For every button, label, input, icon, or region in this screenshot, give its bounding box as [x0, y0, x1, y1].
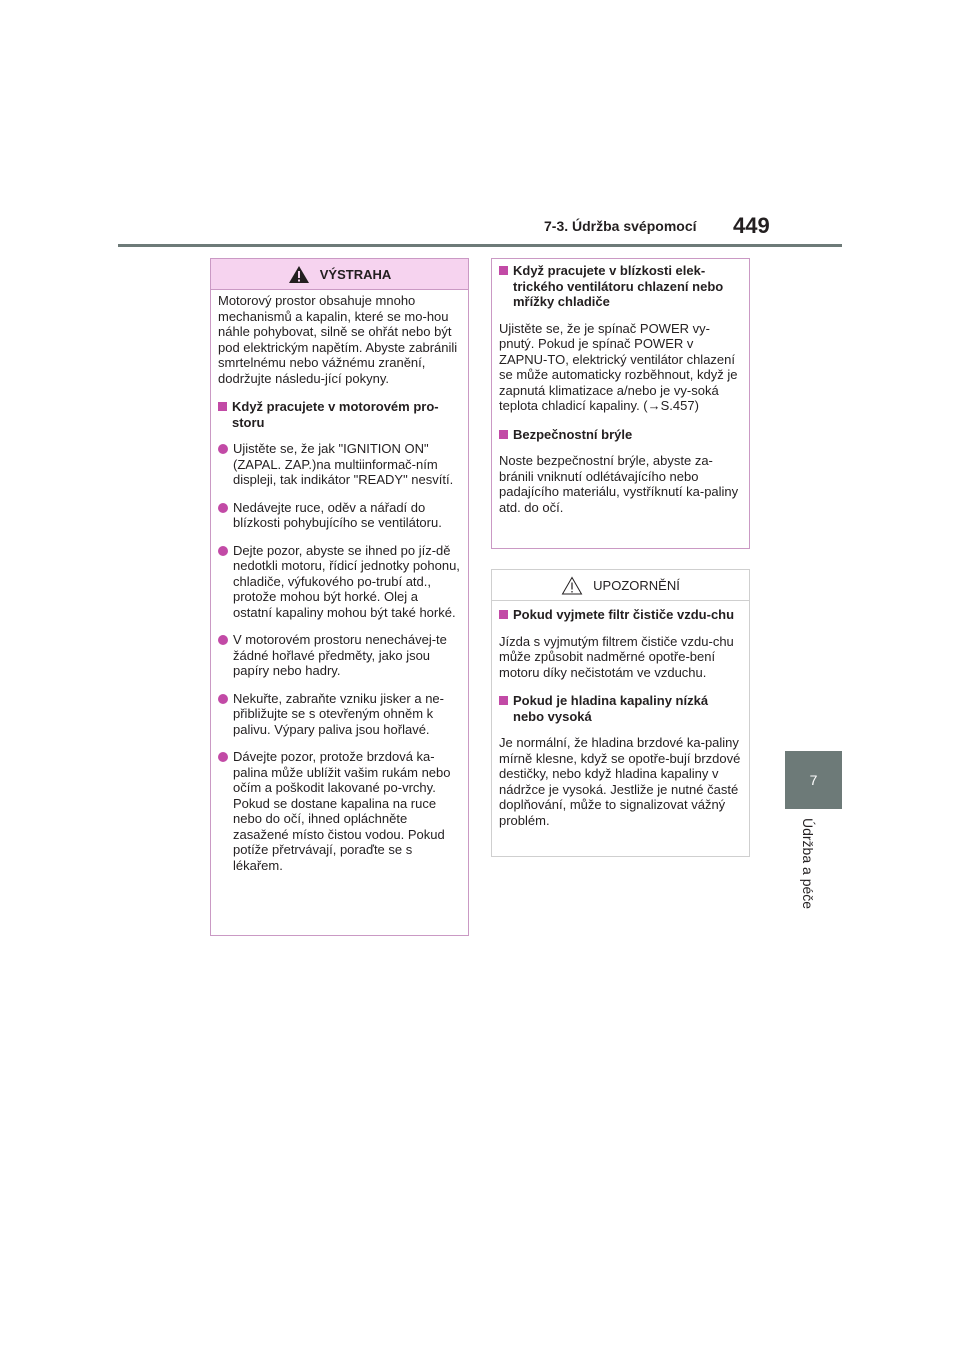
caution-triangle-icon	[561, 576, 583, 595]
circle-bullet-icon	[218, 635, 228, 645]
square-bullet-icon	[499, 430, 508, 439]
warning-intro: Motorový prostor obsahuje mnoho mechanismů a kapalin, které se mo-hou náhle pohybovat, silně se ohřát nebo být pod elektrickým napětím. Abyste zabránili smrtelnému nebo vážnému zranění, dodržujte následu-jící pokyny.	[218, 293, 458, 386]
warning-subheading: Když pracujete v motorovém pro-storu	[218, 399, 460, 430]
header-divider	[118, 244, 842, 247]
list-item: V motorovém prostoru nenechávej-te žádné hořlavé předměty, jako jsou papíry nebo hadry.	[218, 632, 460, 679]
fan-subheading: Když pracujete v blízkosti elek-trického ventilátoru chlazení nebo mřížky chladiče	[499, 263, 741, 310]
list-item: Ujistěte se, že jak "IGNITION ON" (ZAPAL. ZAP.)na multiinformač-ním displeji, tak indikátor "READY" nesvítí.	[218, 441, 460, 488]
filter-subheading: Pokud vyjmete filtr čističe vzdu-chu	[499, 607, 741, 623]
fan-text: Ujistěte se, že je spínač POWER vy-pnutý. Pokud je spínač POWER v ZAPNU-TO, elektrický ventilátor chlazení se může automaticky rozběhnout, když je zapnutá klimatizace a/nebo je vy-soká teplota chladicí kapaliny. (→S.457)	[499, 320, 738, 413]
circle-bullet-icon	[218, 752, 228, 762]
warning-triangle-icon	[288, 265, 310, 284]
notice-title: UPOZORNĚNÍ	[593, 577, 680, 593]
notice-box	[491, 569, 750, 857]
chapter-title: Údržba a péče	[800, 818, 816, 910]
circle-bullet-icon	[218, 694, 228, 704]
warning-box	[210, 258, 469, 936]
list-item: Dávejte pozor, protože brzdová ka-palina může ublížit vašim rukám nebo očím a poškodit lakované po-vrchy. Pokud se dostane kapalina na ruce nebo do očí, ihned opláchněte zasažené místo čistou vodou. Pokud potíže přetrvávají, poraďte se s lékařem.	[218, 749, 460, 873]
page-number: 449	[733, 213, 770, 238]
warning-continuation-box	[491, 258, 750, 549]
circle-bullet-icon	[218, 503, 228, 513]
list-item: Nedávejte ruce, oděv a nářadí do blízkosti pohybujícího se ventilátoru.	[218, 500, 460, 531]
square-bullet-icon	[499, 610, 508, 619]
square-bullet-icon	[499, 266, 508, 275]
warning-box-header	[211, 259, 468, 290]
square-bullet-icon	[499, 696, 508, 705]
list-item: Nekuřte, zabraňte vzniku jisker a ne-přibližujte se s otevřeným ohněm k palivu. Výpary paliva jsou hořlavé.	[218, 691, 460, 738]
square-bullet-icon	[218, 402, 227, 411]
fluid-level-text: Je normální, že hladina brzdové ka-paliny mírně klesne, když se opotře-bují brzdové destičky, nebo když hladina kapaliny v nádržce je vysoká. Jestliže je nutné časté doplňování, může to signalizovat vážný problém.	[499, 735, 741, 828]
list-item: Dejte pozor, abyste se ihned po jíz-dě nedotkli motoru, řídicí jednotky pohonu, chladiče, výfukového po-trubí atd., protože mohou být horké. Olej a ostatní kapaliny mohou být také horké.	[218, 543, 460, 621]
circle-bullet-icon	[218, 444, 228, 454]
glasses-subheading: Bezpečnostní brýle	[499, 427, 741, 443]
warning-title: VÝSTRAHA	[319, 266, 392, 282]
chapter-tab[interactable]: 7	[785, 751, 842, 809]
notice-box-header	[492, 570, 749, 601]
section-title: 7-3. Údržba svépomocí	[544, 218, 697, 234]
fluid-level-subheading: Pokud je hladina kapaliny nízká nebo vysoká	[499, 693, 741, 724]
glasses-text: Noste bezpečnostní brýle, abyste za-bránili vniknutí odlétávajícího nebo padajícího materiálu, vystříknutí ka-paliny atd. do očí.	[499, 453, 739, 515]
circle-bullet-icon	[218, 546, 228, 556]
filter-text: Jízda s vyjmutým filtrem čističe vzdu-chu může způsobit nadměrné opotře-bení motoru díky nečistotám ve vzduchu.	[499, 633, 734, 680]
